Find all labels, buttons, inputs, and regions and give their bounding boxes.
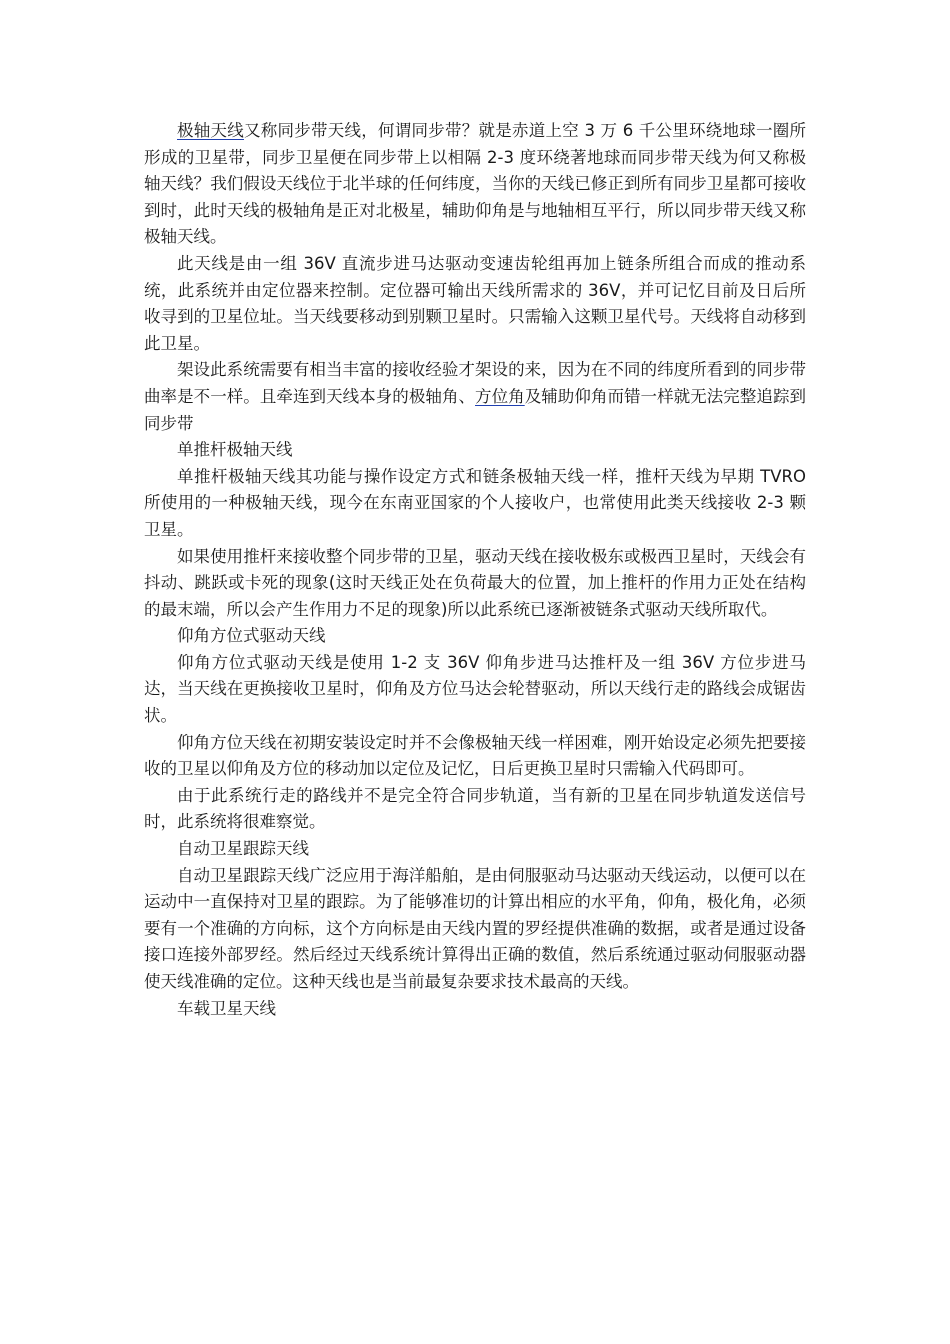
paragraph-auto-tracking: 自动卫星跟踪天线广泛应用于海洋船舶，是由伺服驱动马达驱动天线运动，以便可以在运动中一直保持对卫星的跟踪。为了能够准切的计算出相应的水平角，仰角，极化角，必须要有一个准确的方向标，这个方向标是由天线内置的罗经提供准确的数据，或者是通过设备接口连接外部罗经。然后经过天线系统计算得出正确的数值，然后系统通过驱动伺服驱动器使天线准确的定位。这种天线也是当前最复杂要求技术最高的天线。 bbox=[144, 865, 806, 991]
paragraph-installation bbox=[144, 357, 806, 437]
paragraph-actuator-problems: 如果使用推杆来接收整个同步带的卫星，驱动天线在接收极东或极西卫星时，天线会有抖动、跳跃或卡死的现象(这时天线正处在负荷最大的位置，加上推杆的作用力正处在结构的最末端，所以会产生作用力不足的现象)所以此系统已逐渐被链条式驱动天线所取代。 bbox=[144, 546, 806, 619]
paragraph-text: 及辅助仰角而错一样就无法完整追踪到同步带 bbox=[144, 386, 807, 433]
heading-auto-tracking: 自动卫星跟踪天线 bbox=[177, 839, 309, 859]
paragraph-chain-drive: 此天线是由一组 36V 直流步进马达驱动变速齿轮组再加上链条所组合而成的推动系统，此系统并由定位器来控制。定位器可输出天线所需求的 36V，并可记忆目前及日后所收寻到的卫星位址。当天线要移动到别颗卫星时。只需输入这颗卫星代号。天线将自动移到此卫星。 bbox=[144, 253, 806, 353]
paragraph-elevation-azimuth-limit: 由于此系统行走的路线并不是完全符合同步轨道，当有新的卫星在同步轨道发送信号时，此系统将很难察觉。 bbox=[144, 785, 806, 832]
paragraph-elevation-azimuth: 仰角方位式驱动天线是使用 1-2 支 36V 仰角步进马达推杆及一组 36V 方位步进马达，当天线在更换接收卫星时，仰角及方位马达会轮替驱动，所以天线行走的路线会成锯齿状。 bbox=[144, 652, 806, 726]
paragraph-text: 又称同步带天线，何谓同步带？就是赤道上空 3 万 6 千公里环绕地球一圈所形成的卫星带，同步卫星便在同步带上以相隔 2-3 度环绕著地球而同步带天线为何又称极轴天线？我们假设天线位于北半球的任何纬度，当你的天线已修正到所有同步卫星都可接收到时，此时天线的极轴角是正对北极星，辅助仰角是与地轴相互平行，所以同步带天线又称极轴天线。 bbox=[144, 121, 807, 247]
heading-elevation-azimuth: 仰角方位式驱动天线 bbox=[177, 626, 326, 646]
link-azimuth[interactable]: 方位角 bbox=[475, 386, 525, 406]
paragraph-elevation-azimuth-setup: 仰角方位天线在初期安装设定时并不会像极轴天线一样困难，刚开始设定必须先把要接收的卫星以仰角及方位的移动加以定位及记忆，日后更换卫星时只需输入代码即可。 bbox=[144, 732, 806, 779]
heading-vehicle-antenna: 车载卫星天线 bbox=[177, 998, 276, 1018]
paragraph-polar-axis-intro bbox=[144, 118, 806, 251]
link-polar-axis-antenna[interactable]: 极轴天线 bbox=[177, 121, 245, 140]
heading-single-actuator: 单推杆极轴天线 bbox=[177, 440, 293, 460]
document-body bbox=[144, 118, 806, 1022]
paragraph-single-actuator: 单推杆极轴天线其功能与操作设定方式和链条极轴天线一样，推杆天线为早期 TVRO 所使用的一种极轴天线，现今在东南亚国家的个人接收户，也常使用此类天线接收 2-3 颗卫星。 bbox=[144, 466, 806, 539]
paragraph-text: 架设此系统需要有相当丰富的接收经验才架设的来，因为在不同的纬度所看到的同步带曲率是不一样。且牵连到天线本身的极轴角、 bbox=[144, 360, 806, 406]
